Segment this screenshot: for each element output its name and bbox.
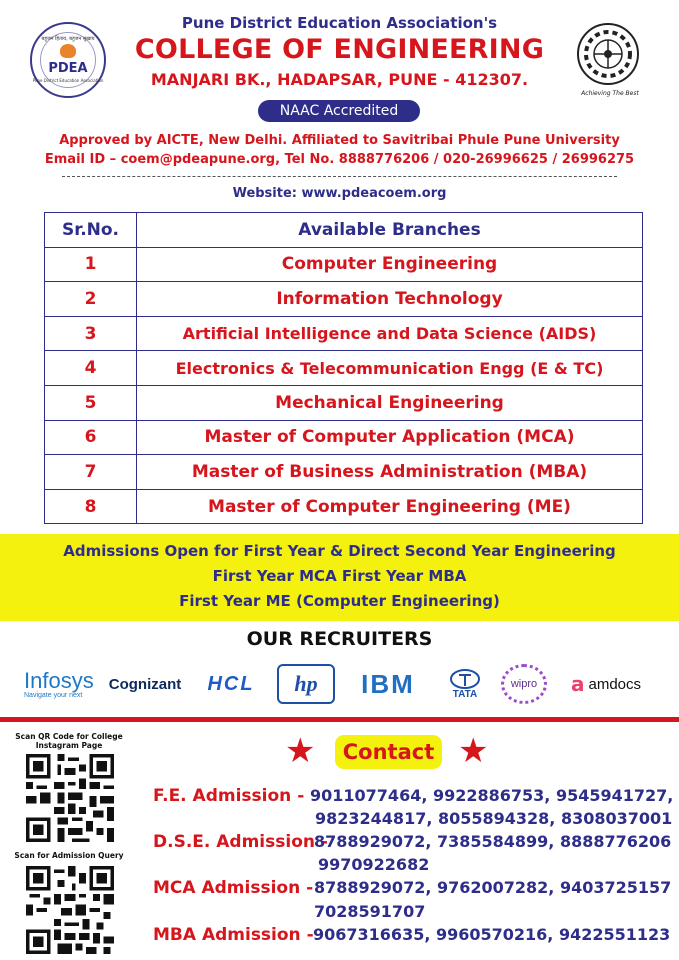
header-srno: Sr.No. xyxy=(45,213,137,248)
banner-line-3: First Year ME (Computer Engineering) xyxy=(179,592,500,610)
qr-code-admission[interactable] xyxy=(25,866,115,954)
dse-admission-numbers-cont: 9970922682 xyxy=(318,855,430,874)
red-divider xyxy=(0,717,679,722)
website-text: Website: www.pdeacoem.org xyxy=(232,186,447,201)
branch-cell: Information Technology xyxy=(137,282,643,317)
infosys-logo xyxy=(24,664,100,704)
qr-code-instagram[interactable] xyxy=(25,754,115,842)
star-icon: ★ xyxy=(458,731,489,771)
table-row xyxy=(45,489,643,524)
hcl-logo: HCL xyxy=(207,672,255,695)
mca-admission-numbers: 8788929072, 9762007282, 9403725157 xyxy=(314,878,672,897)
association-name: Pune District Education Association's xyxy=(181,14,498,32)
cognizant-logo: Cognizant xyxy=(108,675,182,693)
sr-cell: 2 xyxy=(45,282,137,317)
branch-cell: Artificial Intelligence and Data Science (AIDS) xyxy=(137,316,643,351)
dse-admission-numbers: 8788929072, 7385584899, 8888776206 xyxy=(314,832,672,851)
naac-badge: NAAC Accredited xyxy=(258,100,420,122)
wipro-logo xyxy=(496,664,552,704)
fe-admission-numbers-cont: 9823244817, 8055894328, 8308037001 xyxy=(315,809,673,828)
branch-cell: Master of Business Administration (MBA) xyxy=(137,455,643,490)
table-row xyxy=(45,385,643,420)
college-address: MANJARI BK., HADAPSAR, PUNE - 412307. xyxy=(150,70,529,89)
dse-admission-label: D.S.E. Admission - xyxy=(153,832,328,852)
hp-logo xyxy=(276,664,336,704)
sr-cell: 8 xyxy=(45,489,137,524)
infosys-name: Infosys xyxy=(24,667,94,693)
mca-admission-label: MCA Admission - xyxy=(153,878,314,898)
branch-cell: Master of Computer Application (MCA) xyxy=(137,420,643,455)
branch-cell: Electronics & Telecommunication Engg (E & TC) xyxy=(137,351,643,386)
branches-table xyxy=(44,212,643,524)
table-row xyxy=(45,247,643,282)
logo-text: PDEA xyxy=(48,61,88,76)
branch-cell: Mechanical Engineering xyxy=(137,385,643,420)
college-title: COLLEGE OF ENGINEERING xyxy=(134,34,545,65)
banner-line-1: Admissions Open for First Year & Direct Second Year Engineering xyxy=(63,542,616,560)
amdocs-icon: a xyxy=(570,672,585,696)
sr-cell: 4 xyxy=(45,351,137,386)
mca-admission-numbers-cont: 7028591707 xyxy=(314,902,426,921)
pdea-logo xyxy=(30,22,106,98)
amdocs-logo xyxy=(558,664,654,704)
logo-subtext: Pune District Education Association xyxy=(32,78,104,83)
tata-logo xyxy=(440,664,490,704)
header-branches: Available Branches xyxy=(137,213,643,248)
logo-motto: बहुजन हिताय, बहुजन सुखाय xyxy=(41,36,95,42)
table-row xyxy=(45,316,643,351)
sr-cell: 3 xyxy=(45,316,137,351)
contact-line: Email ID – coem@pdeapune.org, Tel No. 8888776206 / 020-26996625 / 26996275 xyxy=(44,152,635,167)
wipro-text: wipro xyxy=(501,664,547,704)
emblem-tagline: Achieving The Best xyxy=(581,90,639,97)
sr-cell: 7 xyxy=(45,455,137,490)
hp-text: hp xyxy=(277,664,335,704)
flame-icon xyxy=(60,44,76,58)
infosys-tagline: Navigate your next xyxy=(24,691,83,699)
mba-admission-label: MBA Admission - xyxy=(153,925,314,945)
banner-line-2: First Year MCA First Year MBA xyxy=(212,567,467,585)
table-row xyxy=(45,420,643,455)
amdocs-text: amdocs xyxy=(588,675,642,693)
divider xyxy=(62,176,617,177)
approval-text: Approved by AICTE, New Delhi. Affiliated to Savitribai Phule Pune University xyxy=(59,133,620,148)
branch-cell: Master of Computer Engineering (ME) xyxy=(137,489,643,524)
ibm-logo: IBM xyxy=(361,668,415,699)
fe-admission-numbers: 9011077464, 9922886753, 9545941727, xyxy=(310,786,674,805)
contact-heading: Contact xyxy=(335,735,442,769)
tata-icon xyxy=(450,669,480,689)
star-icon: ★ xyxy=(285,731,316,771)
fe-admission-label: F.E. Admission - xyxy=(153,786,305,806)
mba-admission-numbers: 9067316635, 9960570216, 9422551123 xyxy=(313,925,671,944)
qr-caption-admission: Scan for Admission Query xyxy=(14,851,124,860)
tata-text: TATA xyxy=(452,688,478,700)
table-header-row xyxy=(45,213,643,248)
table-row xyxy=(45,282,643,317)
recruiters-title: OUR RECRUITERS xyxy=(246,628,433,650)
table-row xyxy=(45,455,643,490)
sr-cell: 1 xyxy=(45,247,137,282)
sr-cell: 6 xyxy=(45,420,137,455)
admissions-banner xyxy=(0,534,679,621)
qr-caption-instagram: Scan QR Code for College Instagram Page xyxy=(15,732,123,750)
sr-cell: 5 xyxy=(45,385,137,420)
table-row xyxy=(45,351,643,386)
branch-cell: Computer Engineering xyxy=(137,247,643,282)
